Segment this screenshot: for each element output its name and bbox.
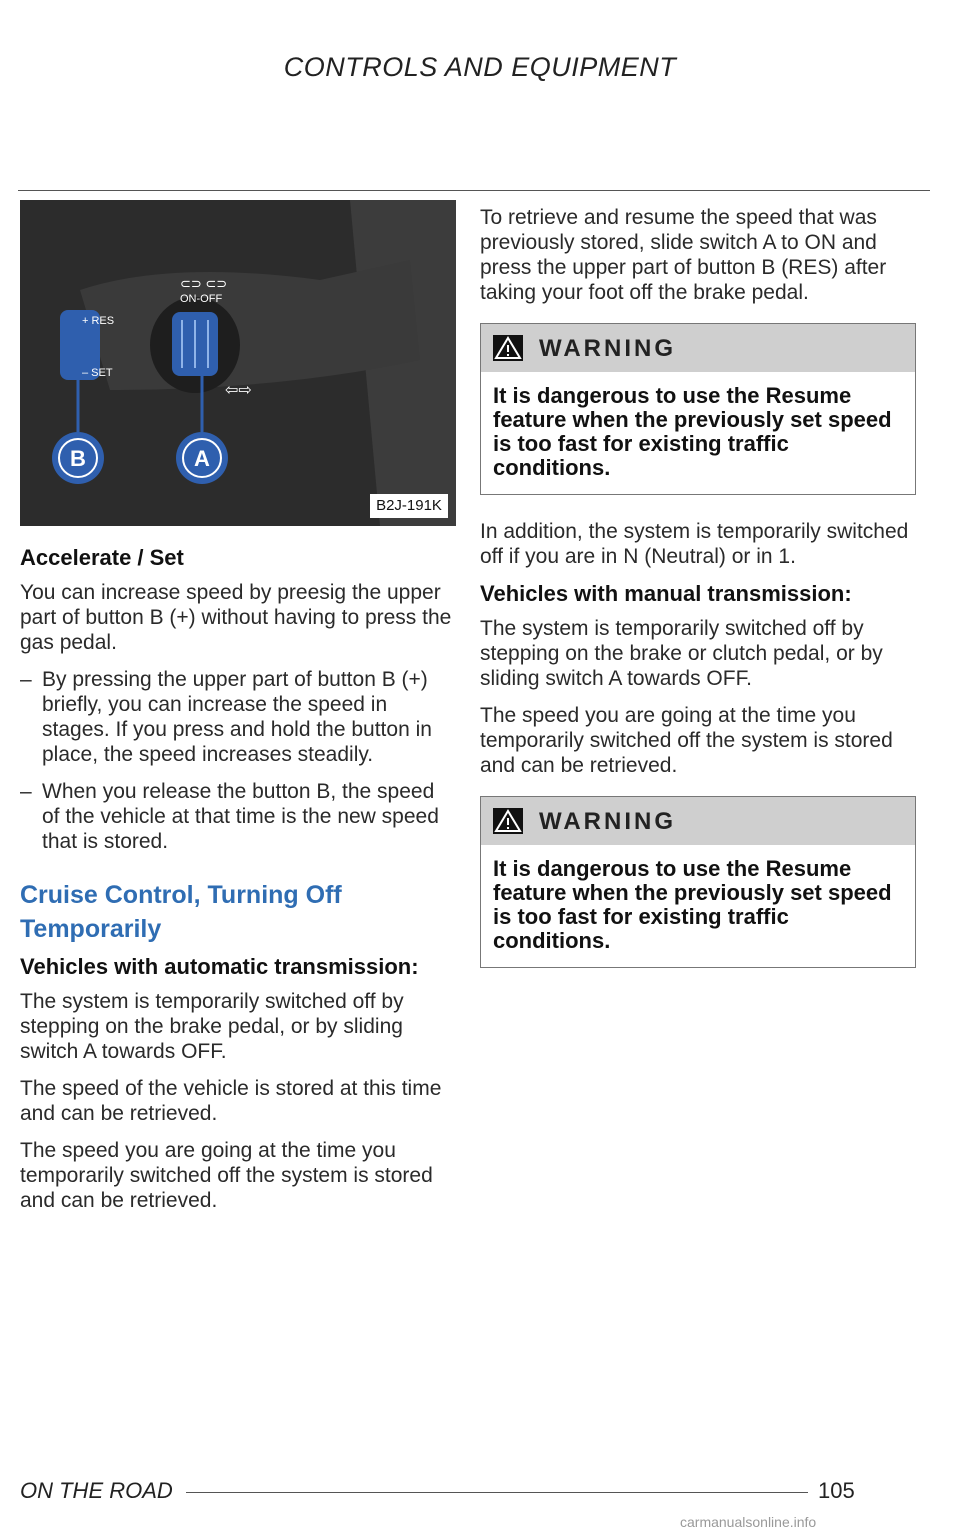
- list-item: [20, 779, 456, 854]
- bullet-text: When you release the button B, the speed of the vehicle at that time is the new speed that is stored.: [42, 780, 439, 853]
- turn-signal-icon: ⇦⇨: [225, 382, 252, 399]
- manual-paragraph-1: The system is temporarily switched off by stepping on the brake or clutch pedal, or by sliding switch A towards OFF.: [480, 617, 883, 690]
- warning-title: WARNING: [539, 334, 676, 362]
- neutral-paragraph: In addition, the system is temporarily switched off if you are in N (Neutral) or in 1.: [480, 520, 909, 568]
- label-b: B: [70, 446, 86, 471]
- headlight-icon: ⊂⊃ ⊂⊃: [180, 276, 228, 291]
- dash-bullet: –: [20, 780, 32, 803]
- accelerate-paragraph: You can increase speed by preesig the upper part of button B (+) without having to press the gas pedal.: [20, 581, 452, 654]
- figure-code: B2J-191K: [370, 494, 448, 518]
- accelerate-heading: Accelerate / Set: [20, 545, 184, 570]
- label-onoff: ON-OFF: [180, 293, 223, 305]
- stalk-illustration: [20, 200, 456, 526]
- manual-paragraph-2: The speed you are going at the time you temporarily switched off the system is stored and can be retrieved.: [480, 704, 893, 777]
- resume-paragraph: To retrieve and resume the speed that was previously stored, slide switch A to ON and press the upper part of button B (RES) after taking your foot off the brake pedal.: [480, 206, 887, 304]
- right-column: [480, 205, 916, 992]
- warning-box-2: [480, 796, 916, 968]
- warning-triangle-icon: [493, 335, 523, 361]
- page-number: 105: [818, 1478, 855, 1503]
- label-a: A: [194, 446, 210, 471]
- warning-text: It is dangerous to use the Resume feature when the previously set speed is too fast for existing traffic conditions.: [493, 856, 892, 953]
- automatic-paragraph-3: The speed you are going at the time you temporarily switched off the system is stored and can be retrieved.: [20, 1139, 433, 1212]
- header-divider: [18, 190, 930, 191]
- warning-header: [481, 324, 915, 372]
- section-title: Cruise Control, Turning Off Temporarily: [20, 881, 342, 943]
- footer-divider: [186, 1492, 808, 1493]
- warning-triangle-icon: [493, 808, 523, 834]
- manual-heading: Vehicles with manual transmission:: [480, 581, 852, 606]
- watermark: carmanualsonline.info: [680, 1514, 817, 1530]
- page-header-title: CONTROLS AND EQUIPMENT: [283, 52, 677, 82]
- automatic-paragraph-2: The speed of the vehicle is stored at this time and can be retrieved.: [20, 1077, 442, 1125]
- warning-text: It is dangerous to use the Resume feature when the previously set speed is too fast for existing traffic conditions.: [493, 383, 892, 480]
- footer-section-label: ON THE ROAD: [20, 1478, 173, 1503]
- automatic-paragraph-1: The system is temporarily switched off by stepping on the brake pedal, or by sliding switch A towards OFF.: [20, 990, 404, 1063]
- left-column: [20, 545, 456, 1225]
- warning-box-1: [480, 323, 916, 495]
- warning-title: WARNING: [539, 807, 676, 835]
- label-set: – SET: [82, 367, 113, 379]
- dash-bullet: –: [20, 668, 32, 691]
- bullet-text: By pressing the upper part of button B (+) briefly, you can increase the speed in stages. If you press and hold the button in place, the speed increases steadily.: [42, 668, 432, 766]
- list-item: [20, 667, 456, 767]
- label-res: + RES: [82, 315, 115, 327]
- warning-header: [481, 797, 915, 845]
- cruise-control-stalk-figure: [20, 200, 456, 526]
- automatic-heading: Vehicles with automatic transmission:: [20, 954, 419, 979]
